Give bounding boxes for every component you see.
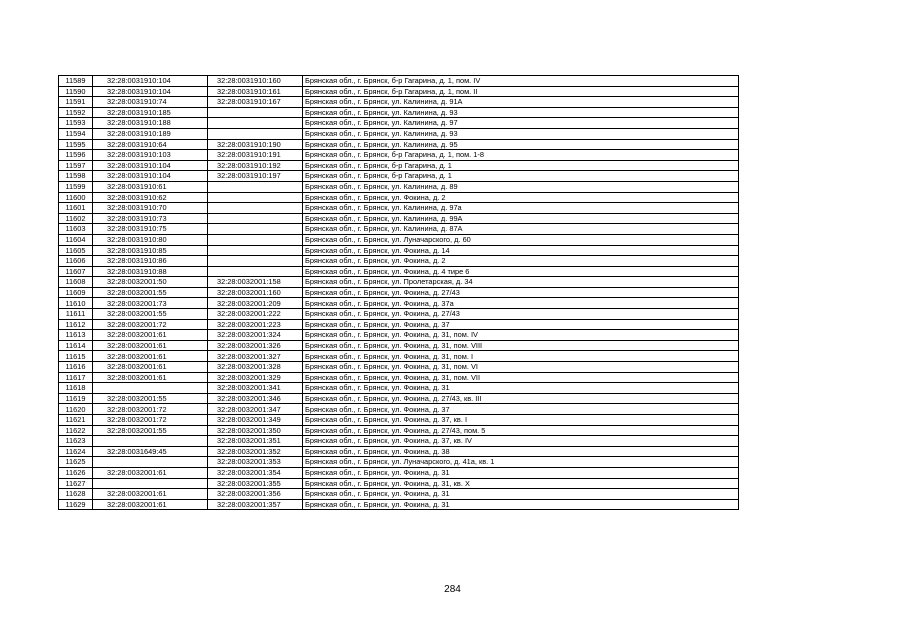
row-number-cell: 11612 xyxy=(59,319,93,330)
address-cell: Брянская обл., г. Брянск, ул. Фокина, д. 37а xyxy=(303,298,739,309)
row-number-cell: 11597 xyxy=(59,160,93,171)
object-cadastral-number-cell xyxy=(208,203,303,214)
row-number-cell: 11607 xyxy=(59,266,93,277)
object-cadastral-number-cell xyxy=(208,234,303,245)
table-row xyxy=(59,372,739,383)
row-number-cell: 11611 xyxy=(59,309,93,320)
table-row xyxy=(59,330,739,341)
row-number-cell: 11610 xyxy=(59,298,93,309)
address-cell: Брянская обл., г. Брянск, ул. Калинина, д. 99А xyxy=(303,213,739,224)
land-cadastral-number-cell: 32:28:0032001:61 xyxy=(93,499,208,510)
object-cadastral-number-cell: 32:28:0032001:324 xyxy=(208,330,303,341)
row-number-cell: 11622 xyxy=(59,425,93,436)
row-number-cell: 11599 xyxy=(59,181,93,192)
object-cadastral-number-cell: 32:28:0032001:350 xyxy=(208,425,303,436)
object-cadastral-number-cell: 32:28:0031910:190 xyxy=(208,139,303,150)
table-row xyxy=(59,277,739,288)
table-row xyxy=(59,192,739,203)
row-number-cell: 11617 xyxy=(59,372,93,383)
object-cadastral-number-cell: 32:28:0032001:357 xyxy=(208,499,303,510)
address-cell: Брянская обл., г. Брянск, ул. Луначарского, д. 41а, кв. 1 xyxy=(303,457,739,468)
table-row xyxy=(59,467,739,478)
object-cadastral-number-cell: 32:28:0032001:341 xyxy=(208,383,303,394)
table-row xyxy=(59,256,739,267)
land-cadastral-number-cell: 32:28:0031910:104 xyxy=(93,76,208,87)
table-row xyxy=(59,446,739,457)
table-row xyxy=(59,393,739,404)
table-row xyxy=(59,171,739,182)
table-row xyxy=(59,160,739,171)
address-cell: Брянская обл., г. Брянск, б-р Гагарина, д. 1, пом. IV xyxy=(303,76,739,87)
land-cadastral-number-cell xyxy=(93,436,208,447)
row-number-cell: 11614 xyxy=(59,340,93,351)
row-number-cell: 11605 xyxy=(59,245,93,256)
land-cadastral-number-cell: 32:28:0031910:104 xyxy=(93,86,208,97)
land-cadastral-number-cell: 32:28:0031910:104 xyxy=(93,160,208,171)
land-cadastral-number-cell: 32:28:0031910:61 xyxy=(93,181,208,192)
address-cell: Брянская обл., г. Брянск, ул. Фокина, д. 31 xyxy=(303,383,739,394)
row-number-cell: 11615 xyxy=(59,351,93,362)
address-cell: Брянская обл., г. Брянск, ул. Калинина, д. 89 xyxy=(303,181,739,192)
object-cadastral-number-cell: 32:28:0032001:223 xyxy=(208,319,303,330)
object-cadastral-number-cell: 32:28:0032001:354 xyxy=(208,467,303,478)
address-cell: Брянская обл., г. Брянск, ул. Фокина, д. 14 xyxy=(303,245,739,256)
address-cell: Брянская обл., г. Брянск, ул. Калинина, д. 95 xyxy=(303,139,739,150)
object-cadastral-number-cell: 32:28:0032001:158 xyxy=(208,277,303,288)
land-cadastral-number-cell: 32:28:0031910:64 xyxy=(93,139,208,150)
object-cadastral-number-cell xyxy=(208,266,303,277)
table-row xyxy=(59,128,739,139)
object-cadastral-number-cell: 32:28:0032001:353 xyxy=(208,457,303,468)
page-number: 284 xyxy=(444,584,461,595)
table-row xyxy=(59,213,739,224)
land-cadastral-number-cell: 32:28:0031910:73 xyxy=(93,213,208,224)
address-cell: Брянская обл., г. Брянск, б-р Гагарина, д. 1 xyxy=(303,160,739,171)
row-number-cell: 11595 xyxy=(59,139,93,150)
address-cell: Брянская обл., г. Брянск, ул. Фокина, д. 27/43 xyxy=(303,287,739,298)
address-cell: Брянская обл., г. Брянск, ул. Фокина, д. 31, кв. Х xyxy=(303,478,739,489)
object-cadastral-number-cell xyxy=(208,256,303,267)
row-number-cell: 11625 xyxy=(59,457,93,468)
table-row xyxy=(59,340,739,351)
object-cadastral-number-cell: 32:28:0032001:328 xyxy=(208,362,303,373)
row-number-cell: 11620 xyxy=(59,404,93,415)
table-row xyxy=(59,245,739,256)
land-cadastral-number-cell: 32:28:0032001:72 xyxy=(93,404,208,415)
table-row xyxy=(59,415,739,426)
land-cadastral-number-cell: 32:28:0032001:61 xyxy=(93,330,208,341)
address-cell: Брянская обл., г. Брянск, б-р Гагарина, д. 1, пом. 1-8 xyxy=(303,150,739,161)
object-cadastral-number-cell: 32:28:0032001:222 xyxy=(208,309,303,320)
address-cell: Брянская обл., г. Брянск, ул. Фокина, д. 31, пом. VI xyxy=(303,362,739,373)
land-cadastral-number-cell: 32:28:0032001:72 xyxy=(93,319,208,330)
table-row xyxy=(59,76,739,87)
address-cell: Брянская обл., г. Брянск, ул. Фокина, д. 31 xyxy=(303,499,739,510)
object-cadastral-number-cell: 32:28:0032001:347 xyxy=(208,404,303,415)
address-cell: Брянская обл., г. Брянск, ул. Калинина, д. 97 xyxy=(303,118,739,129)
address-cell: Брянская обл., г. Брянск, ул. Фокина, д. 27/43, кв. III xyxy=(303,393,739,404)
row-number-cell: 11606 xyxy=(59,256,93,267)
object-cadastral-number-cell: 32:28:0031910:192 xyxy=(208,160,303,171)
address-cell: Брянская обл., г. Брянск, ул. Фокина, д. 2 xyxy=(303,192,739,203)
object-cadastral-number-cell xyxy=(208,224,303,235)
table-row xyxy=(59,362,739,373)
address-cell: Брянская обл., г. Брянск, ул. Калинина, д. 97а xyxy=(303,203,739,214)
table-row xyxy=(59,478,739,489)
land-cadastral-number-cell xyxy=(93,457,208,468)
address-cell: Брянская обл., г. Брянск, ул. Калинина, д. 87А xyxy=(303,224,739,235)
table-row xyxy=(59,489,739,500)
row-number-cell: 11596 xyxy=(59,150,93,161)
address-cell: Брянская обл., г. Брянск, ул. Фокина, д. 2 xyxy=(303,256,739,267)
object-cadastral-number-cell: 32:28:0032001:356 xyxy=(208,489,303,500)
land-cadastral-number-cell: 32:28:0031910:74 xyxy=(93,97,208,108)
address-cell: Брянская обл., г. Брянск, ул. Калинина, д. 93 xyxy=(303,107,739,118)
land-cadastral-number-cell: 32:28:0032001:50 xyxy=(93,277,208,288)
land-cadastral-number-cell: 32:28:0032001:61 xyxy=(93,372,208,383)
table-row xyxy=(59,457,739,468)
land-cadastral-number-cell: 32:28:0031910:103 xyxy=(93,150,208,161)
land-cadastral-number-cell: 32:28:0031910:188 xyxy=(93,118,208,129)
address-cell: Брянская обл., г. Брянск, ул. Фокина, д. 38 xyxy=(303,446,739,457)
table-row xyxy=(59,298,739,309)
land-cadastral-number-cell: 32:28:0031910:88 xyxy=(93,266,208,277)
address-cell: Брянская обл., г. Брянск, ул. Фокина, д. 27/43, пом. 5 xyxy=(303,425,739,436)
table-row xyxy=(59,118,739,129)
object-cadastral-number-cell: 32:28:0031910:160 xyxy=(208,76,303,87)
address-cell: Брянская обл., г. Брянск, ул. Калинина, д. 93 xyxy=(303,128,739,139)
table-row xyxy=(59,436,739,447)
row-number-cell: 11627 xyxy=(59,478,93,489)
address-cell: Брянская обл., г. Брянск, ул. Фокина, д. 31 xyxy=(303,489,739,500)
land-cadastral-number-cell: 32:28:0032001:61 xyxy=(93,362,208,373)
object-cadastral-number-cell: 32:28:0032001:346 xyxy=(208,393,303,404)
object-cadastral-number-cell: 32:28:0032001:355 xyxy=(208,478,303,489)
land-cadastral-number-cell: 32:28:0031910:80 xyxy=(93,234,208,245)
row-number-cell: 11601 xyxy=(59,203,93,214)
table-row xyxy=(59,234,739,245)
land-cadastral-number-cell: 32:28:0031910:62 xyxy=(93,192,208,203)
registry-table-body xyxy=(59,76,739,510)
land-cadastral-number-cell: 32:28:0031910:70 xyxy=(93,203,208,214)
table-row xyxy=(59,150,739,161)
object-cadastral-number-cell xyxy=(208,107,303,118)
land-cadastral-number-cell: 32:28:0032001:55 xyxy=(93,425,208,436)
table-row xyxy=(59,425,739,436)
object-cadastral-number-cell: 32:28:0031910:191 xyxy=(208,150,303,161)
address-cell: Брянская обл., г. Брянск, ул. Фокина, д. 31, пом. I xyxy=(303,351,739,362)
address-cell: Брянская обл., г. Брянск, б-р Гагарина, д. 1 xyxy=(303,171,739,182)
row-number-cell: 11598 xyxy=(59,171,93,182)
table-row xyxy=(59,287,739,298)
land-cadastral-number-cell: 32:28:0031649:45 xyxy=(93,446,208,457)
land-cadastral-number-cell: 32:28:0032001:73 xyxy=(93,298,208,309)
row-number-cell: 11603 xyxy=(59,224,93,235)
object-cadastral-number-cell xyxy=(208,245,303,256)
table-row xyxy=(59,181,739,192)
address-cell: Брянская обл., г. Брянск, б-р Гагарина, д. 1, пом. II xyxy=(303,86,739,97)
table-row xyxy=(59,203,739,214)
row-number-cell: 11591 xyxy=(59,97,93,108)
address-cell: Брянская обл., г. Брянск, ул. Фокина, д. 37 xyxy=(303,319,739,330)
land-cadastral-number-cell: 32:28:0032001:55 xyxy=(93,287,208,298)
land-cadastral-number-cell xyxy=(93,478,208,489)
row-number-cell: 11616 xyxy=(59,362,93,373)
address-cell: Брянская обл., г. Брянск, ул. Фокина, д. 37, кв. IV xyxy=(303,436,739,447)
table-row xyxy=(59,224,739,235)
address-cell: Брянская обл., г. Брянск, ул. Фокина, д. 31, пом. VIII xyxy=(303,340,739,351)
object-cadastral-number-cell xyxy=(208,181,303,192)
row-number-cell: 11619 xyxy=(59,393,93,404)
table-row xyxy=(59,97,739,108)
table-row xyxy=(59,86,739,97)
land-cadastral-number-cell: 32:28:0031910:104 xyxy=(93,171,208,182)
row-number-cell: 11604 xyxy=(59,234,93,245)
table-row xyxy=(59,319,739,330)
land-cadastral-number-cell: 32:28:0031910:185 xyxy=(93,107,208,118)
address-cell: Брянская обл., г. Брянск, ул. Луначарского, д. 60 xyxy=(303,234,739,245)
land-cadastral-number-cell: 32:28:0031910:75 xyxy=(93,224,208,235)
object-cadastral-number-cell xyxy=(208,192,303,203)
object-cadastral-number-cell: 32:28:0032001:326 xyxy=(208,340,303,351)
object-cadastral-number-cell: 32:28:0031910:197 xyxy=(208,171,303,182)
object-cadastral-number-cell xyxy=(208,128,303,139)
object-cadastral-number-cell: 32:28:0032001:209 xyxy=(208,298,303,309)
object-cadastral-number-cell: 32:28:0032001:352 xyxy=(208,446,303,457)
registry-table xyxy=(58,75,739,510)
object-cadastral-number-cell: 32:28:0032001:327 xyxy=(208,351,303,362)
land-cadastral-number-cell: 32:28:0032001:61 xyxy=(93,351,208,362)
table-row xyxy=(59,107,739,118)
table-row xyxy=(59,266,739,277)
object-cadastral-number-cell: 32:28:0031910:167 xyxy=(208,97,303,108)
row-number-cell: 11613 xyxy=(59,330,93,341)
row-number-cell: 11608 xyxy=(59,277,93,288)
object-cadastral-number-cell: 32:28:0032001:329 xyxy=(208,372,303,383)
land-cadastral-number-cell: 32:28:0032001:55 xyxy=(93,309,208,320)
row-number-cell: 11629 xyxy=(59,499,93,510)
table-row xyxy=(59,309,739,320)
row-number-cell: 11592 xyxy=(59,107,93,118)
land-cadastral-number-cell: 32:28:0031910:189 xyxy=(93,128,208,139)
land-cadastral-number-cell: 32:28:0032001:61 xyxy=(93,467,208,478)
table-row xyxy=(59,351,739,362)
row-number-cell: 11621 xyxy=(59,415,93,426)
row-number-cell: 11589 xyxy=(59,76,93,87)
table-row xyxy=(59,404,739,415)
row-number-cell: 11618 xyxy=(59,383,93,394)
table-row xyxy=(59,383,739,394)
row-number-cell: 11609 xyxy=(59,287,93,298)
row-number-cell: 11593 xyxy=(59,118,93,129)
row-number-cell: 11600 xyxy=(59,192,93,203)
land-cadastral-number-cell: 32:28:0031910:86 xyxy=(93,256,208,267)
address-cell: Брянская обл., г. Брянск, ул. Фокина, д. 4 тире 6 xyxy=(303,266,739,277)
table-row xyxy=(59,499,739,510)
land-cadastral-number-cell: 32:28:0031910:85 xyxy=(93,245,208,256)
row-number-cell: 11594 xyxy=(59,128,93,139)
row-number-cell: 11590 xyxy=(59,86,93,97)
object-cadastral-number-cell: 32:28:0032001:160 xyxy=(208,287,303,298)
land-cadastral-number-cell: 32:28:0032001:61 xyxy=(93,340,208,351)
land-cadastral-number-cell xyxy=(93,383,208,394)
address-cell: Брянская обл., г. Брянск, ул. Фокина, д. 37, кв. I xyxy=(303,415,739,426)
land-cadastral-number-cell: 32:28:0032001:55 xyxy=(93,393,208,404)
object-cadastral-number-cell xyxy=(208,213,303,224)
row-number-cell: 11624 xyxy=(59,446,93,457)
object-cadastral-number-cell: 32:28:0032001:351 xyxy=(208,436,303,447)
address-cell: Брянская обл., г. Брянск, ул. Фокина, д. 31, пом. VII xyxy=(303,372,739,383)
address-cell: Брянская обл., г. Брянск, ул. Пролетарская, д. 34 xyxy=(303,277,739,288)
address-cell: Брянская обл., г. Брянск, ул. Фокина, д. 27/43 xyxy=(303,309,739,320)
row-number-cell: 11623 xyxy=(59,436,93,447)
row-number-cell: 11602 xyxy=(59,213,93,224)
address-cell: Брянская обл., г. Брянск, ул. Фокина, д. 31 xyxy=(303,467,739,478)
address-cell: Брянская обл., г. Брянск, ул. Калинина, д. 91А xyxy=(303,97,739,108)
address-cell: Брянская обл., г. Брянск, ул. Фокина, д. 31, пом. IV xyxy=(303,330,739,341)
row-number-cell: 11628 xyxy=(59,489,93,500)
object-cadastral-number-cell: 32:28:0032001:349 xyxy=(208,415,303,426)
address-cell: Брянская обл., г. Брянск, ул. Фокина, д. 37 xyxy=(303,404,739,415)
table-row xyxy=(59,139,739,150)
object-cadastral-number-cell xyxy=(208,118,303,129)
land-cadastral-number-cell: 32:28:0032001:61 xyxy=(93,489,208,500)
row-number-cell: 11626 xyxy=(59,467,93,478)
land-cadastral-number-cell: 32:28:0032001:72 xyxy=(93,415,208,426)
object-cadastral-number-cell: 32:28:0031910:161 xyxy=(208,86,303,97)
